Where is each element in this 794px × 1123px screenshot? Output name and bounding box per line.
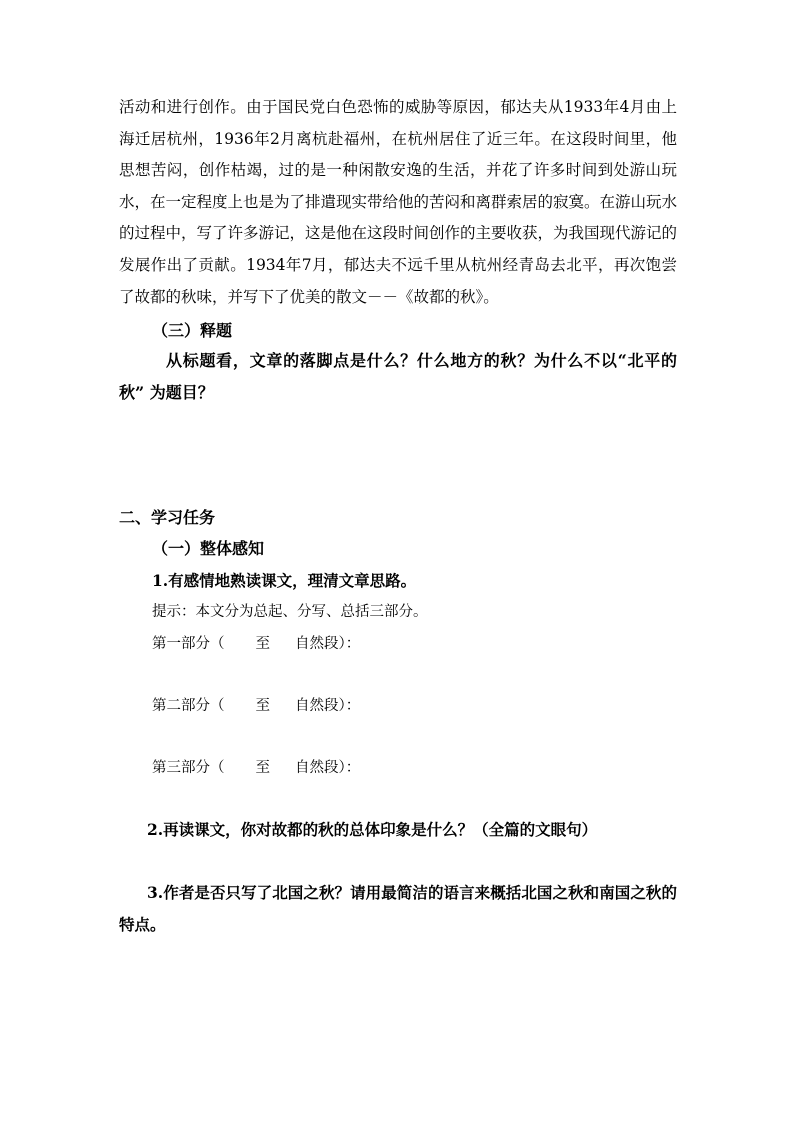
part-two-row [152,696,360,716]
learning-task-heading: 二、学习任务 [119,508,216,527]
overall-perception-heading: （一）整体感知 [152,539,265,558]
part-unit: 自然段）： [295,760,361,776]
intro-paragraph: 活动和进行创作。由于国民党白色恐怖的威胁等原因，郁达夫从1933年4月由上海迁居杭州，1936年2月离杭赴福州，在杭州居住了近三年。在这段时间里，他思想苦闷，创作枯竭，过的是一种闲散安逸的生活，并花了许多时间到处游山玩水，在一定程度上也是为了排遣现实带给他的苦闷和离群索居的寂寞。在游山玩水的过程中，写了许多游记，这是他在这段时间创作的主要收获，为我国现代游记的发展作出了贡献。1934年7月，郁达夫不远千里从杭州经青岛去北平，再次饱尝了故都的秋味，并写下了优美的散文－－《故都的秋》。 [119,98,678,306]
task-3: 3.作者是否只写了北国之秋？请用最简洁的语言来概括北国之秋和南国之秋的特点。 [119,883,677,934]
part-to: 至 [255,698,270,714]
part-to: 至 [255,760,270,776]
task-2: 2.再读课文，你对故都的秋的总体印象是什么？（全篇的文眼句） [147,820,598,839]
part-to: 至 [255,636,270,652]
task-1: 1.有感情地熟读课文，理清文章思路。 [152,571,417,590]
part-label: 第二部分（ [152,698,225,714]
part-label: 第一部分（ [152,636,225,652]
part-unit: 自然段）： [295,636,361,652]
part-label: 第三部分（ [152,760,225,776]
part-unit: 自然段）： [295,698,361,714]
part-one-row [152,634,360,654]
part-three-row [152,758,360,778]
section-three-heading: （三）释题 [152,321,233,340]
hint-text: 提示：本文分为总起、分写、总括三部分。 [152,604,428,620]
title-question: 从标题看，文章的落脚点是什么？什么地方的秋？为什么不以“北平的秋” 为题目？ [119,351,677,402]
